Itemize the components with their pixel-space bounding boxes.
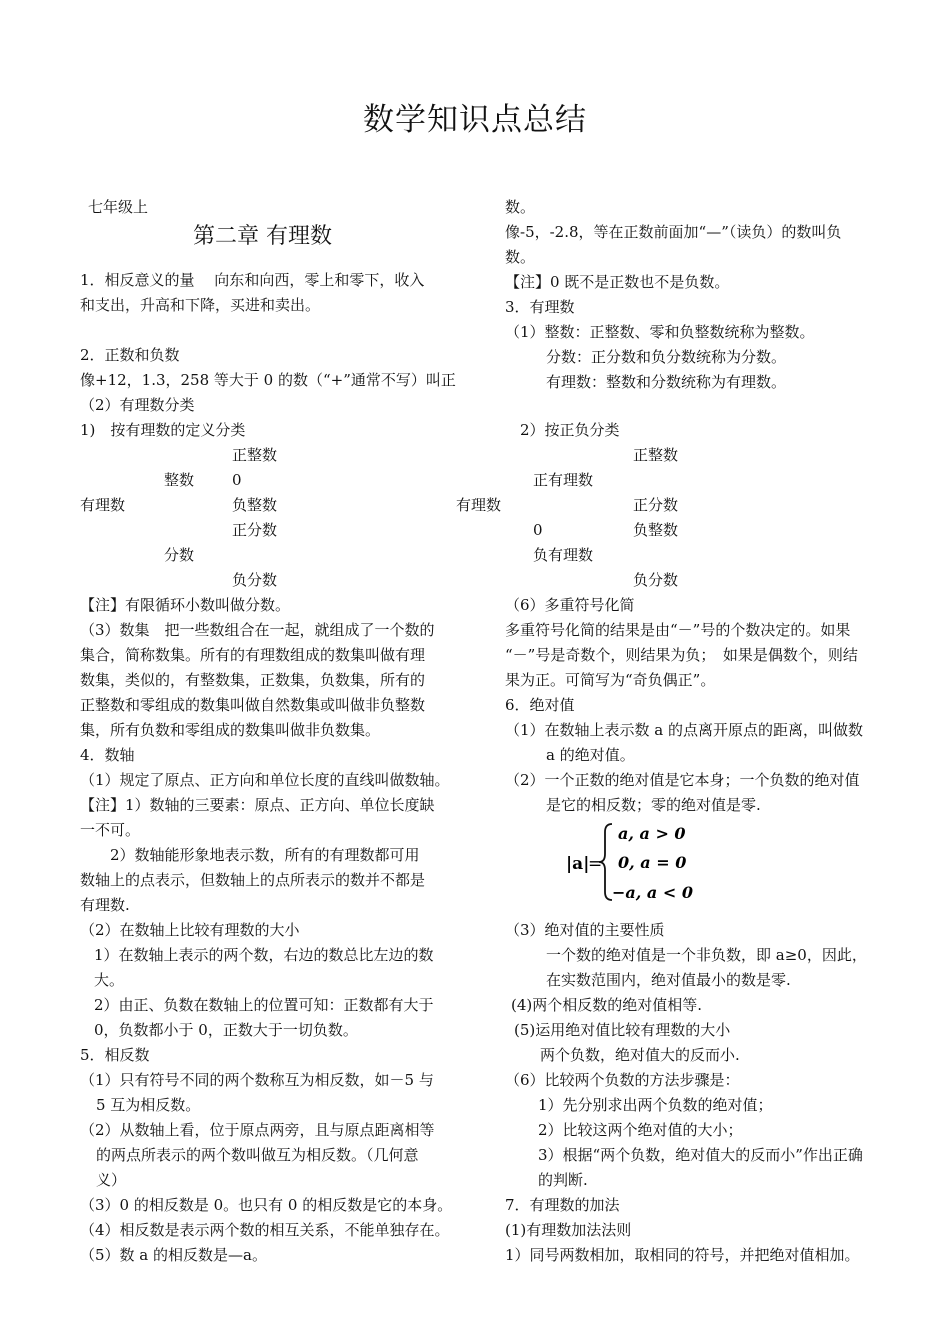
absolute-value-formula (562, 820, 702, 905)
text-line: “－”号是奇数个，则结果为负； 如果是偶数个，则结 (505, 646, 858, 664)
text-line: (4)两个相反数的绝对值相等. (511, 996, 703, 1014)
text-line: 在实数范围内，绝对值最小的数是零. (546, 971, 791, 989)
section-heading: 3．有理数 (505, 298, 575, 316)
subsection-heading: (1)有理数加法法则 (505, 1221, 632, 1239)
section-heading: 7．有理数的加法 (505, 1196, 620, 1214)
tree-node: 有理数 (456, 496, 502, 514)
subsection-heading: （3）绝对值的主要性质 (505, 921, 665, 939)
text-line: 的两点所表示的两个数叫做互为相反数。（几何意 (96, 1146, 419, 1164)
text-line: 大。 (94, 971, 125, 989)
svg-text:|a|: |a| (566, 854, 590, 874)
text-line: 有理数. (80, 896, 130, 914)
section-heading: 2．正数和负数 (80, 346, 180, 364)
text-line: a 的绝对值。 (546, 746, 635, 764)
text-line: 0，负数都小于 0，正数大于一切负数。 (94, 1021, 358, 1039)
text-line: 2）按正负分类 (520, 421, 620, 439)
text-line: 1）同号两数相加，取相同的符号，并把绝对值相加。 (505, 1246, 860, 1264)
section-heading: 6．绝对值 (505, 696, 575, 714)
text-line: （2）一个正数的绝对值是它本身；一个负数的绝对值 (505, 771, 860, 789)
subsection-heading: （6）比较两个负数的方法步骤是： (505, 1071, 740, 1089)
text-line: （1）整数：正整数、零和负整数统称为整数。 (505, 323, 815, 341)
tree-node: 负整数 (232, 496, 278, 514)
text-line: 数轴上的点表示，但数轴上的点所表示的数并不都是 (80, 871, 426, 889)
tree-node: 负有理数 (533, 546, 594, 564)
text-line: 和支出，升高和下降，买进和卖出。 (80, 296, 321, 314)
text-line: （3）数集 把一些数组合在一起，就组成了一个数的 (80, 621, 435, 639)
svg-text:=: = (588, 854, 603, 874)
tree-node: 正有理数 (533, 471, 594, 489)
svg-text:0, a = 0: 0, a = 0 (618, 853, 687, 872)
text-line: （1）规定了原点、正方向和单位长度的直线叫做数轴。 (80, 771, 450, 789)
text-line: 多重符号化简的结果是由“－”号的个数决定的。如果 (505, 621, 851, 639)
text-line: 数。 (505, 248, 536, 266)
svg-text:a, a > 0: a, a > 0 (618, 824, 686, 843)
section-heading: 5．相反数 (80, 1046, 150, 1064)
document-title: 数学知识点总结 (363, 102, 587, 138)
text-line: 有理数：整数和分数统称为有理数。 (546, 373, 787, 391)
text-line: 数集，类似的，有整数集，正数集，负数集，所有的 (80, 671, 426, 689)
text-line: 像-5，-2.8，等在正数前面加“—”（读负）的数叫负 (505, 223, 842, 241)
tree-node: 正分数 (633, 496, 679, 514)
text-line: 两个负数，绝对值大的反而小. (540, 1046, 740, 1064)
text-line: 一不可。 (80, 821, 141, 839)
svg-text:−a, a < 0: −a, a < 0 (612, 883, 693, 902)
text-line: 5 互为相反数。 (96, 1096, 201, 1114)
text-line: （2）从数轴上看，位于原点两旁，且与原点距离相等 (80, 1121, 435, 1139)
text-line: 2）由正、负数在数轴上的位置可知：正数都有大于 (94, 996, 434, 1014)
chapter-heading: 第二章 有理数 (193, 224, 332, 249)
note-line: 【注】有限循环小数叫做分数。 (80, 596, 291, 614)
text-line: （1）只有符号不同的两个数称互为相反数，如－5 与 (80, 1071, 434, 1089)
note-line: 【注】1）数轴的三要素：原点、正方向、单位长度缺 (80, 796, 435, 814)
text-line: （3）0 的相反数是 0。也只有 0 的相反数是它的本身。 (80, 1196, 453, 1214)
tree-node: 负整数 (633, 521, 679, 539)
tree-node: 有理数 (80, 496, 126, 514)
subsection-heading: （2）有理数分类 (80, 396, 195, 414)
text-line: 数。 (505, 198, 536, 216)
text-line: （4）相反数是表示两个数的相互关系，不能单独存在。 (80, 1221, 450, 1239)
grade-label: 七年级上 (88, 198, 149, 216)
text-line: 分数：正分数和负分数统称为分数。 (546, 348, 787, 366)
tree-node: 整数 (164, 471, 195, 489)
text-line: 一个数的绝对值是一个非负数，即 a≥0，因此， (546, 946, 867, 964)
tree-node: 负分数 (232, 571, 278, 589)
text-line: 1) 按有理数的定义分类 (80, 421, 246, 439)
text-line: （1）在数轴上表示数 a 的点离开原点的距离，叫做数 (505, 721, 864, 739)
subsection-heading: （2）在数轴上比较有理数的大小 (80, 921, 300, 939)
section-heading: 4．数轴 (80, 746, 135, 764)
text-line: 的判断. (538, 1171, 588, 1189)
tree-node: 负分数 (633, 571, 679, 589)
tree-node: 正整数 (633, 446, 679, 464)
text-line: 果为正。可简写为“奇负偶正”。 (505, 671, 716, 689)
text-line: 正整数和零组成的数集叫做自然数集或叫做非负整数 (80, 696, 426, 714)
text-line: 3）根据“两个负数，绝对值大的反而小”作出正确 (538, 1146, 863, 1164)
text-line: 1．相反意义的量 向东和向西，零上和零下，收入 (80, 271, 425, 289)
text-line: 2）数轴能形象地表示数，所有的有理数都可用 (80, 846, 420, 864)
text-line: 1）先分别求出两个负数的绝对值； (538, 1096, 773, 1114)
text-line: 像+12，1.3，258 等大于 0 的数（“+”通常不写）叫正 (80, 371, 456, 389)
tree-node: 正整数 (232, 446, 278, 464)
text-line: （5）数 a 的相反数是—a。 (80, 1246, 267, 1264)
text-line: 2）比较这两个绝对值的大小； (538, 1121, 743, 1139)
text-line: 是它的相反数；零的绝对值是零. (546, 796, 761, 814)
text-line: (5)运用绝对值比较有理数的大小 (514, 1021, 731, 1039)
tree-node: 分数 (164, 546, 195, 564)
note-line: 【注】0 既不是正数也不是负数。 (505, 273, 730, 291)
tree-node: 0 (533, 521, 543, 539)
text-line: 集合，简称数集。所有的有理数组成的数集叫做有理 (80, 646, 426, 664)
tree-node: 0 (232, 471, 242, 489)
text-line: 1）在数轴上表示的两个数，右边的数总比左边的数 (94, 946, 434, 964)
subsection-heading: （6）多重符号化简 (505, 596, 635, 614)
text-line: 义） (96, 1171, 127, 1189)
text-line: 集，所有负数和零组成的数集叫做非负数集。 (80, 721, 381, 739)
tree-node: 正分数 (232, 521, 278, 539)
